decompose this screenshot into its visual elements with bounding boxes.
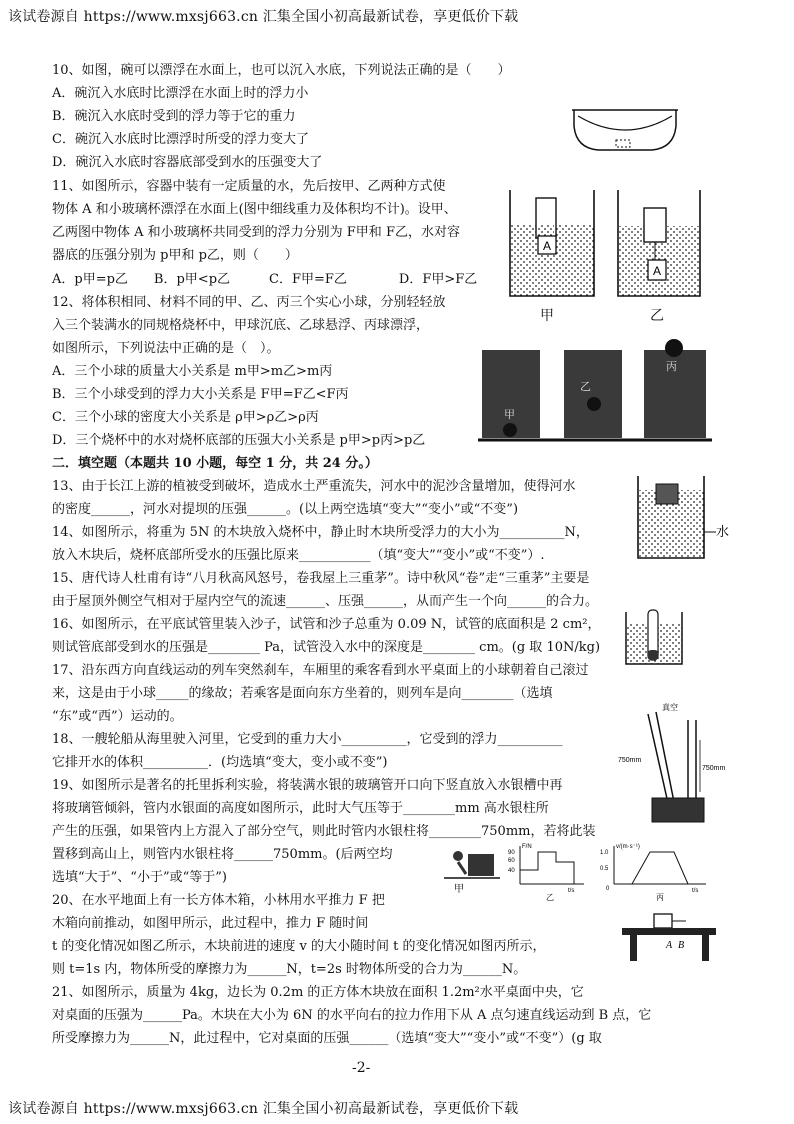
q12-option-d: D．三个烧杯中的水对烧杯底部的压强大小关系是 p甲>p丙>p乙: [52, 433, 426, 448]
q11-line1: 11、如图所示，容器中装有一定质量的水，先后按甲、乙两种方式使: [52, 179, 446, 194]
q19-line3: 产生的压强，如果管内上方混入了部分空气，则此时管内水银柱将________750mm，若将此装: [52, 824, 596, 839]
q17-line2: 来，这是由于小球_____的缘故；若乘客是面向东方坐着的，则列车是向________（选填: [52, 686, 553, 701]
label-a-yi: A: [653, 264, 662, 278]
chart-yi-ylabel: F/N: [522, 844, 532, 850]
q18-line2: 它排开水的体积__________．(均选填“变大，变小或不变”): [52, 755, 388, 770]
q14-beaker-figure: [632, 470, 732, 566]
height-label-right: 750mm: [702, 765, 726, 772]
tick-0-5: 0.5: [600, 866, 609, 872]
q19-line2: 将玻璃管倾斜，管内水银面的高度如图所示，此时大气压等于________mm 高水银柱所: [52, 801, 549, 816]
label-jia: 甲: [540, 308, 554, 324]
chart-yi: [508, 844, 584, 902]
tick-40: 40: [508, 868, 515, 874]
q19-line1: 19、如图所示是著名的托里拆利实验，将装满水银的玻璃管开口向下竖直放入水银槽中再: [52, 778, 563, 793]
q20-line3: t 的变化情况如图乙所示，木块前进的速度 v 的大小随时间 t 的变化情况如图丙所示，: [52, 939, 546, 954]
chart-yi-caption: 乙: [546, 893, 554, 902]
q10-option-b: B．碗沉入水底时受到的浮力等于它的重力: [52, 109, 296, 124]
q10-stem: 10、如图，碗可以漂浮在水面上，也可以沉入水底，下列说法正确的是（ ）: [52, 63, 511, 78]
chart-bing-caption: 丙: [656, 893, 664, 902]
point-a: A: [666, 940, 673, 951]
q12-option-a: A．三个小球的质量大小关系是 m甲>m乙>m丙: [52, 364, 333, 379]
q18-line1: 18、一艘轮船从海里驶入河里，它受到的重力大小__________，它受到的浮力__________: [52, 732, 563, 747]
pusher-figure: [444, 851, 500, 895]
container-yi: [618, 190, 700, 296]
q12-line2: 入三个装满水的同规格烧杯中，甲球沉底、乙球悬浮、丙球漂浮，: [52, 318, 430, 333]
ball-yi: [587, 397, 601, 411]
q12-option-b: B．三个小球受到的浮力大小关系是 F甲=F乙<F丙: [52, 387, 349, 402]
page-number: -2-: [352, 1060, 371, 1076]
vacuum-label: 真空: [662, 703, 678, 712]
tick-zero: 0: [606, 886, 610, 892]
q17-line3: “东”或“西”）运动的。: [52, 709, 183, 724]
q10-option-a: A．碗沉入水底时比漂浮在水面上时的浮力小: [52, 86, 309, 101]
section-heading: 二．填空题（本题共 10 小题，每空 1 分，共 24 分。）: [52, 456, 378, 471]
q21-line3: 所受摩擦力为______N，此过程中，它对桌面的压强______（选填“变大”“变小”或“不变”）(g 取: [52, 1031, 602, 1046]
q20-line1: 20、在水平地面上有一长方体木箱，小林用水平推力 F 把: [52, 893, 385, 908]
chart-bing-ylabel: v/(m·s⁻¹): [616, 844, 640, 850]
q13-line2: 的密度______，河水对提坝的压强______。(以上两空选填“变大”“变小”或“不变”): [52, 502, 519, 517]
ball-bing: [665, 339, 683, 357]
tick-1-0: 1.0: [600, 850, 609, 856]
q20-line4: 则 t=1s 内，物体所受的摩擦力为______N，t=2s 时物体所受的合力为______N。: [52, 962, 527, 977]
q20-line2: 木箱向前推动，如图甲所示，此过程中，推力 F 随时间: [52, 916, 369, 931]
q16-line1: 16、如图所示，在平底试管里装入沙子，试管和沙子总重为 0.09 N，试管的底面积是 2 cm²，: [52, 617, 601, 632]
tick-90: 90: [508, 850, 515, 856]
q14-line2: 放入木块后，烧杯底部所受水的压强比原来___________（填“变大”“变小”或“不变”）.: [52, 548, 545, 563]
q19-line4: 置移到高山上，则管内水银柱将______750mm。(后两空均: [52, 847, 393, 862]
q16-line2: 则试管底部受到水的压强是________ Pa，试管没入水中的深度是________ cm。(g 取 10N/kg): [52, 640, 601, 655]
page-footer: 该试卷源自 https://www.mxsj663.cn 汇集全国小初高最新试卷，享更低价下载: [8, 1101, 519, 1117]
ball-jia: [503, 423, 517, 437]
height-label-left: 750mm: [618, 757, 642, 764]
q10-option-c: C．碗沉入水底时比漂浮时所受的浮力变大了: [52, 132, 309, 147]
q12-option-c: C．三个小球的密度大小关系是 ρ甲>ρ乙>ρ丙: [52, 410, 319, 425]
chart-bing: [600, 844, 706, 902]
q21-line1: 21、如图所示，质量为 4kg，边长为 0.2m 的正方体木块放在面积 1.2m²水平桌面中央，它: [52, 985, 584, 1000]
q13-line1: 13、由于长江上游的植被受到破坏，造成水土严重流失，河水中的泥沙含量增加，使得河水: [52, 479, 576, 494]
q21-line2: 对桌面的压强为______Pa。木块在大小为 6N 的水平向右的拉力作用下从 A 点匀速直线运动到 B 点，它: [52, 1008, 652, 1023]
q19-line5: 选填“大于”、“小于”或“等于”): [52, 870, 227, 885]
chart-bing-xlabel: t/s: [692, 888, 699, 894]
q17-line1: 17、沿东西方向直线运动的列车突然刹车，车厢里的乘客看到水平桌面上的小球朝着自己滚过: [52, 663, 589, 678]
q15-line2: 由于屋顶外侧空气相对于屋内空气的流速______、压强______，从而产生一个向______的合力。: [52, 594, 599, 609]
ball-yi-label: 乙: [580, 381, 591, 393]
ball-jia-label: 甲: [504, 409, 515, 421]
q12-line1: 12、将体积相同、材料不同的甲、乙、丙三个实心小球，分别轻轻放: [52, 295, 446, 310]
q10-option-d: D．碗沉入水底时容器底部受到水的压强变大了: [52, 155, 323, 170]
ball-bing-label: 丙: [666, 361, 677, 373]
water-label: 水: [716, 524, 730, 539]
tick-60: 60: [508, 858, 515, 864]
label-jia-q20: 甲: [454, 884, 464, 895]
q12-beakers-figure: [478, 338, 712, 450]
point-b: B: [678, 940, 685, 951]
page-header: 该试卷源自 https://www.mxsj663.cn 汇集全国小初高最新试卷，享更低价下载: [8, 9, 519, 25]
q12-line3: 如图所示，下列说法中正确的是（ ）。: [52, 341, 280, 356]
q20-figures: [444, 840, 714, 902]
q16-testtube-figure: [620, 608, 690, 668]
q11-line3: 乙两图中物体 A 和小玻璃杯共同受到的浮力分别为 F甲和 F乙，水对容: [52, 225, 460, 240]
q21-table-figure: [620, 912, 718, 962]
chart-yi-xlabel: t/s: [568, 888, 575, 894]
q15-line1: 15、唐代诗人杜甫有诗“八月秋高风怒号，卷我屋上三重茅”。诗中秋风“卷”走“三重茅”主要是: [52, 571, 590, 586]
q11-line2: 物体 A 和小玻璃杯漂浮在水面上(图中细线重力及体积均不计)。设甲、: [52, 202, 457, 217]
q11-containers-figure: [504, 188, 724, 314]
label-a-jia: A: [543, 239, 552, 253]
bowl-figure: [570, 104, 680, 156]
q11-line4: 器底的压强分别为 p甲和 p乙，则（ ）: [52, 248, 298, 263]
container-jia: [510, 190, 594, 296]
q11-options: A．p甲=p乙 B．p甲<p乙 C．F甲=F乙 D．F甲>F乙: [52, 272, 478, 287]
q19-torricelli-figure: [618, 700, 726, 830]
q14-line1: 14、如图所示，将重为 5N 的木块放入烧杯中，静止时木块所受浮力的大小为__________N，: [52, 525, 589, 540]
label-yi: 乙: [650, 308, 664, 324]
